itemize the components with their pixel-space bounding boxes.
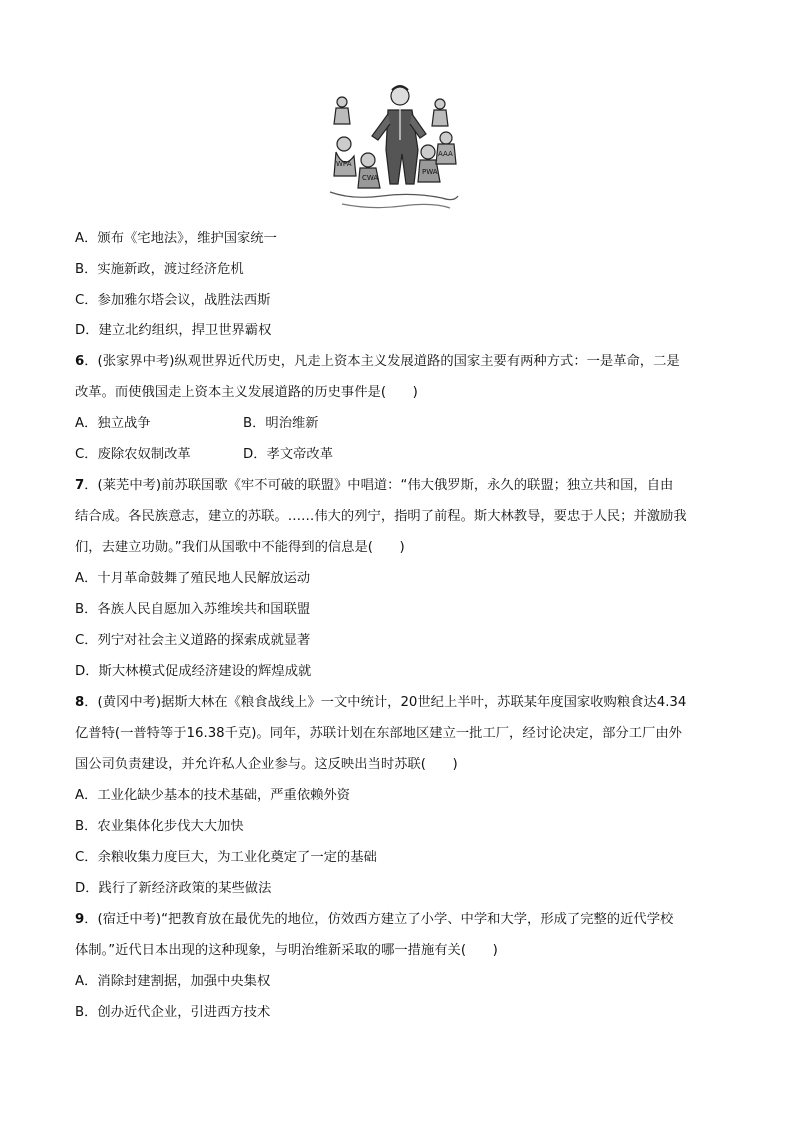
q5-option-c: C．参加雅尔塔会议，战胜法西斯 — [75, 293, 271, 308]
cartoon-label: PWA — [422, 168, 438, 176]
q6-option-a: A．独立战争 — [75, 416, 151, 431]
q7-stem-line1: 7．(莱芜中考)前苏联国歌《牢不可破的联盟》中唱道：“伟大俄罗斯，永久的联盟；独立共和国，自由 — [75, 478, 674, 493]
q8-stem-line1: 8．(黄冈中考)据斯大林在《粮食战线上》一文中统计，20世纪上半叶，苏联某年度国家收购粮食达4.34 — [75, 695, 687, 710]
q9-stem-line1: 9．(宿迁中考)“把教育放在最优先的地位，仿效西方建立了小学、中学和大学，形成了完整的近代学校 — [75, 912, 674, 927]
q6-option-d: D．孝文帝改革 — [243, 447, 334, 462]
q7-option-b: B．各族人民自愿加入苏维埃共和国联盟 — [75, 602, 311, 617]
q9-option-b: B．创办近代企业，引进西方技术 — [75, 1005, 271, 1020]
q6-option-c: C．废除农奴制改革 — [75, 447, 191, 462]
q8-option-d: D．践行了新经济政策的某些做法 — [75, 881, 272, 896]
q7-stem-line3: 们，去建立功勋。”我们从国歌中不能得到的信息是( ) — [75, 540, 405, 555]
q9-stem-line2: 体制。”近代日本出现的这种现象，与明治维新采取的哪一措施有关( ) — [75, 943, 498, 958]
q6-options-row1 — [75, 416, 319, 432]
q8-option-c: C．余粮收集力度巨大，为工业化奠定了一定的基础 — [75, 850, 377, 865]
q7-option-d: D．斯大林模式促成经济建设的辉煌成就 — [75, 664, 312, 679]
q6-stem-line2: 改革。而使俄国走上资本主义发展道路的历史事件是( ) — [75, 385, 418, 400]
political-cartoon-illustration — [322, 80, 462, 214]
q6-option-b: B．明治维新 — [243, 416, 319, 431]
question-number: 9 — [75, 912, 85, 927]
q6-options-row2 — [75, 447, 334, 463]
q5-option-a: A．颁布《宅地法》，维护国家统一 — [75, 231, 277, 246]
q8-stem-line3: 国公司负责建设，并允许私人企业参与。这反映出当时苏联( ) — [75, 757, 458, 772]
q7-option-a: A．十月革命鼓舞了殖民地人民解放运动 — [75, 571, 311, 586]
q9-option-a: A．消除封建割据，加强中央集权 — [75, 974, 271, 989]
cartoon-label: WPA — [336, 160, 352, 168]
question-number: 8 — [75, 695, 85, 710]
q8-option-a: A．工业化缺少基本的技术基础，严重依赖外资 — [75, 788, 351, 803]
q5-option-b: B．实施新政，渡过经济危机 — [75, 262, 244, 277]
cartoon-label: AAA — [438, 150, 453, 158]
question-number: 6 — [75, 354, 85, 369]
q6-stem-line1: 6．(张家界中考)纵观世界近代历史，凡走上资本主义发展道路的国家主要有两种方式：一是革命，二是 — [75, 354, 680, 369]
question-number: 7 — [75, 478, 85, 493]
q8-option-b: B．农业集体化步伐大大加快 — [75, 819, 244, 834]
q5-option-d: D．建立北约组织，捍卫世界霸权 — [75, 323, 272, 338]
q7-stem-line2: 结合成。各民族意志，建立的苏联。……伟大的列宁，指明了前程。斯大林教导，要忠于人民；并激励我 — [75, 509, 687, 524]
q7-option-c: C．列宁对社会主义道路的探索成就显著 — [75, 633, 311, 648]
q8-stem-line2: 亿普特(一普特等于16.38千克)。同年，苏联计划在东部地区建立一批工厂，经讨论决定，部分工厂由外 — [75, 726, 682, 741]
cartoon-label: CWA — [362, 174, 379, 182]
